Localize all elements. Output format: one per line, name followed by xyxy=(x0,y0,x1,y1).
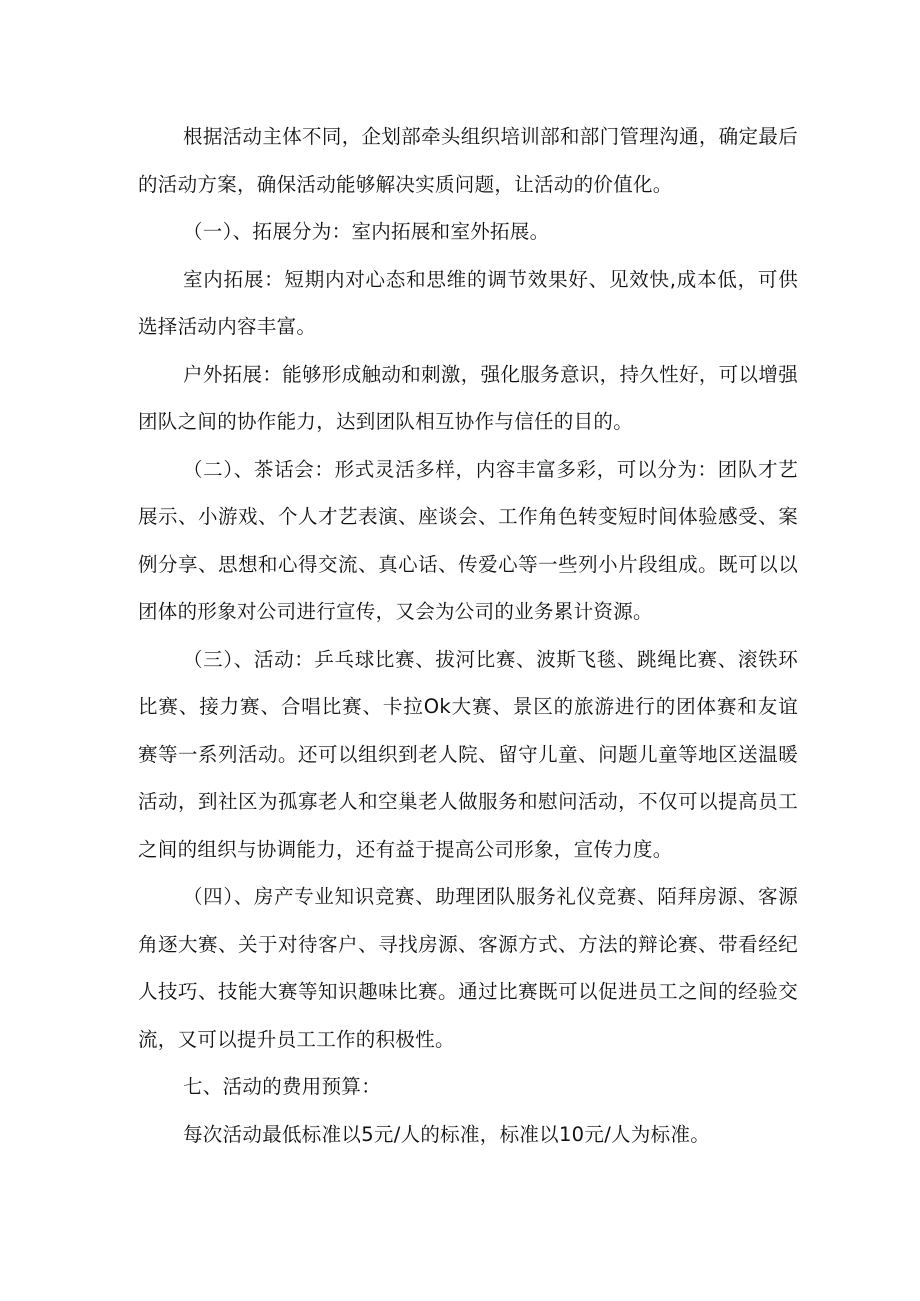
paragraph-indoor-expansion: 室内拓展：短期内对心态和思维的调节效果好、见效快,成本低，可供选择活动内容丰富。 xyxy=(138,267,798,338)
paragraph-expansion-heading: （一）、拓展分为：室内拓展和室外拓展。 xyxy=(183,220,550,243)
paragraph-budget-heading: 七、活动的费用预算： xyxy=(183,1075,382,1098)
paragraph-tea-party: （二）、茶话会：形式灵活多样，内容丰富多彩，可以分为：团队才艺展示、小游戏、个人才艺表演、座谈会、工作角色转变短时间体验感受、案例分享、思想和心得交流、真心话、传爱心等一些列小片段组成。既可以以团体的形象对公司进行宣传，又会为公司的业务累计资源。 xyxy=(138,457,798,623)
paragraph-competitions: （四）、房产专业知识竞赛、助理团队服务礼仪竞赛、陌拜房源、客源角逐大赛、关于对待客户、寻找房源、客源方式、方法的辩论赛、带看经纪人技巧、技能大赛等知识趣味比赛。通过比赛既可以促进员工之间的经验交流，又可以提升员工工作的积极性。 xyxy=(138,885,798,1051)
paragraph-activity-plan: 根据活动主体不同，企划部牵头组织培训部和部门管理沟通，确定最后的活动方案，确保活动能够解决实质问题，让活动的价值化。 xyxy=(138,125,798,196)
paragraph-activities: （三）、活动：乒乓球比赛、拔河比赛、波斯飞毯、跳绳比赛、滚铁环比赛、接力赛、合唱比赛、卡拉Ok大赛、景区的旅游进行的团体赛和友谊赛等一系列活动。还可以组织到老人院、留守儿童、问题儿童等地区送温暖活动，到社区为孤寡老人和空巢老人做服务和慰问活动，不仅可以提高员工之间的组织与协调能力，还有益于提高公司形象，宣传力度。 xyxy=(138,647,798,861)
document-body xyxy=(138,113,798,1158)
paragraph-outdoor-expansion: 户外拓展：能够形成触动和刺激，强化服务意识，持久性好，可以增强团队之间的协作能力，达到团队相互协作与信任的目的。 xyxy=(138,362,798,433)
paragraph-budget-standard: 每次活动最低标准以5元/人的标准，标准以10元/人为标准。 xyxy=(183,1122,711,1146)
